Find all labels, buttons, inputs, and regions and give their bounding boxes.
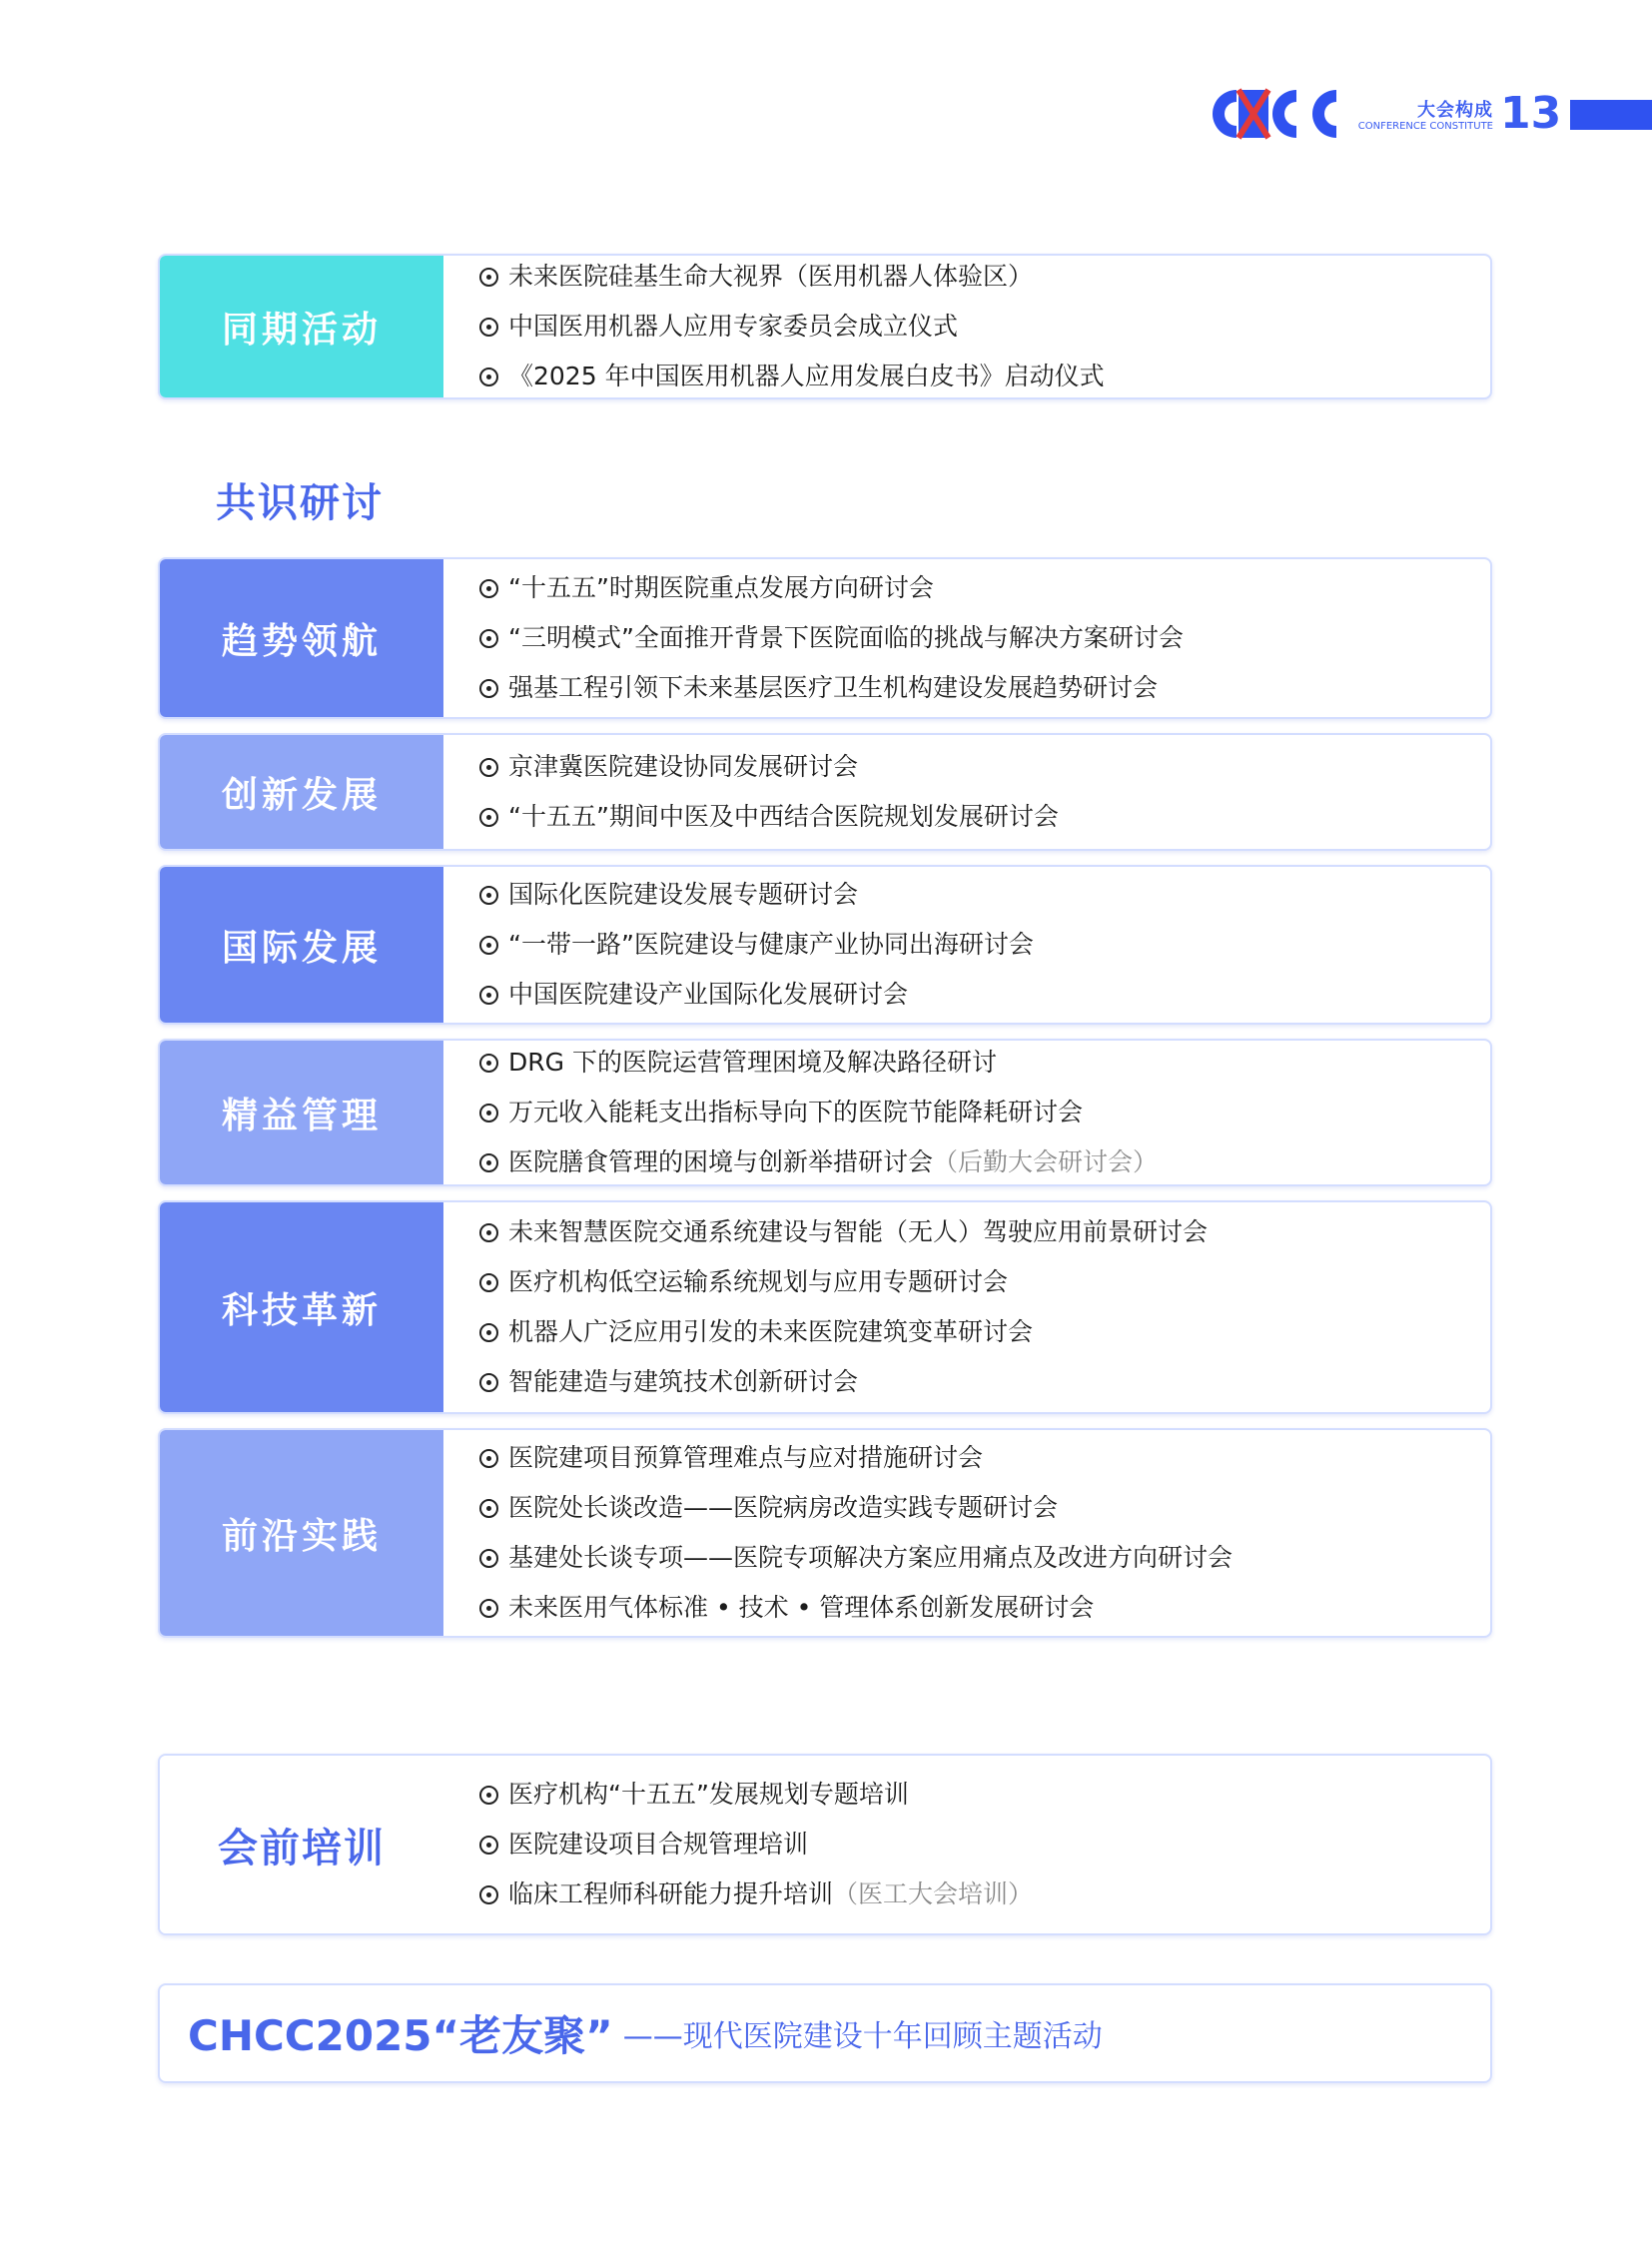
list-item: “三明模式”全面推开背景下医院面临的挑战与解决方案研讨会 bbox=[479, 613, 1490, 663]
bullet-icon bbox=[479, 1599, 498, 1618]
concurrent-activities-box bbox=[158, 254, 1492, 399]
list-item: 《2025 年中国医用机器人应用发展白皮书》启动仪式 bbox=[479, 352, 1490, 399]
bullet-icon bbox=[479, 1499, 498, 1518]
training-box bbox=[158, 1754, 1492, 1935]
page-tab-bar bbox=[1570, 100, 1652, 130]
bullet-icon bbox=[479, 318, 498, 337]
concurrent-items bbox=[443, 256, 1490, 397]
bullet-icon bbox=[479, 1223, 498, 1242]
group-tech-innovation bbox=[158, 1200, 1492, 1414]
list-item: 医院膳食管理的困境与创新举措研讨会 （后勤大会研讨会） bbox=[479, 1137, 1490, 1186]
list-item: 中国医用机器人应用专家委员会成立仪式 bbox=[479, 302, 1490, 352]
consensus-section-title: 共识研讨 bbox=[216, 480, 384, 526]
bullet-icon bbox=[479, 1104, 498, 1122]
list-item: 医疗机构“十五五”发展规划专题培训 bbox=[479, 1770, 1490, 1820]
list-item: 中国医院建设产业国际化发展研讨会 bbox=[479, 970, 1490, 1020]
bullet-icon bbox=[479, 368, 498, 386]
list-item: DRG 下的医院运营管理困境及解决路径研讨 bbox=[479, 1039, 1490, 1088]
bullet-icon bbox=[479, 886, 498, 905]
list-item: 京津冀医院建设协同发展研讨会 bbox=[479, 742, 1490, 792]
list-item: 医院处长谈改造——医院病房改造实践专题研讨会 bbox=[479, 1483, 1490, 1533]
item-note: （医工大会培训） bbox=[833, 1879, 1034, 1908]
group-label: 创新发展 bbox=[160, 735, 443, 849]
bullet-icon bbox=[479, 986, 498, 1005]
training-label: 会前培训 bbox=[160, 1756, 443, 1933]
bullet-icon bbox=[479, 936, 498, 955]
bullet-icon bbox=[479, 679, 498, 698]
bullet-icon bbox=[479, 1153, 498, 1172]
group-label: 科技革新 bbox=[160, 1202, 443, 1412]
list-item: 未来医院硅基生命大视界（医用机器人体验区） bbox=[479, 254, 1490, 302]
list-item: 临床工程师科研能力提升培训 （医工大会培训） bbox=[479, 1869, 1490, 1919]
bullet-icon bbox=[479, 1549, 498, 1568]
bullet-icon bbox=[479, 808, 498, 827]
bullet-icon bbox=[479, 1836, 498, 1855]
list-item: “十五五”期间中医及中西结合医院规划发展研讨会 bbox=[479, 792, 1490, 842]
bullet-icon bbox=[479, 1885, 498, 1904]
bullet-icon bbox=[479, 629, 498, 648]
list-item: 强基工程引领下未来基层医疗卫生机构建设发展趋势研讨会 bbox=[479, 663, 1490, 713]
group-trend-leading bbox=[158, 557, 1492, 719]
list-item: 万元收入能耗支出指标导向下的医院节能降耗研讨会 bbox=[479, 1088, 1490, 1137]
group-frontier-practice bbox=[158, 1428, 1492, 1638]
banner-title: CHCC2025“老友聚” bbox=[188, 2011, 613, 2060]
group-international bbox=[158, 865, 1492, 1025]
group-label: 精益管理 bbox=[160, 1041, 443, 1184]
bullet-icon bbox=[479, 1449, 498, 1468]
list-item: “一带一路”医院建设与健康产业协同出海研讨会 bbox=[479, 920, 1490, 970]
list-item: “十五五”时期医院重点发展方向研讨会 bbox=[479, 563, 1490, 613]
banner-subtitle: ——现代医院建设十年回顾主题活动 bbox=[622, 2019, 1103, 2054]
bullet-icon bbox=[479, 1786, 498, 1805]
list-item: 未来医用气体标准 • 技术 • 管理体系创新发展研讨会 bbox=[479, 1583, 1490, 1633]
concurrent-label: 同期活动 bbox=[160, 256, 443, 397]
page-number: 13 bbox=[1500, 88, 1562, 139]
bullet-icon bbox=[479, 268, 498, 287]
list-item: 机器人广泛应用引发的未来医院建筑变革研讨会 bbox=[479, 1307, 1490, 1357]
bullet-icon bbox=[479, 1054, 498, 1073]
bullet-icon bbox=[479, 1273, 498, 1292]
bullet-icon bbox=[479, 758, 498, 777]
list-item: 基建处长谈专项——医院专项解决方案应用痛点及改进方向研讨会 bbox=[479, 1533, 1490, 1583]
list-item: 医疗机构低空运输系统规划与应用专题研讨会 bbox=[479, 1257, 1490, 1307]
list-item: 未来智慧医院交通系统建设与智能（无人）驾驶应用前景研讨会 bbox=[479, 1207, 1490, 1257]
reunion-banner bbox=[158, 1983, 1492, 2083]
list-item: 医院建项目预算管理难点与应对措施研讨会 bbox=[479, 1433, 1490, 1483]
group-innovation bbox=[158, 733, 1492, 851]
section-title-en: CONFERENCE CONSTITUTE bbox=[1357, 121, 1493, 132]
bullet-icon bbox=[479, 1373, 498, 1392]
bullet-icon bbox=[479, 1323, 498, 1342]
list-item: 智能建造与建筑技术创新研讨会 bbox=[479, 1357, 1490, 1407]
group-lean-management bbox=[158, 1039, 1492, 1186]
group-label: 前沿实践 bbox=[160, 1430, 443, 1636]
item-note: （后勤大会研讨会） bbox=[933, 1147, 1159, 1176]
chcc-logo bbox=[1211, 88, 1340, 140]
list-item: 医院建设项目合规管理培训 bbox=[479, 1820, 1490, 1869]
bullet-icon bbox=[479, 579, 498, 598]
list-item: 国际化医院建设发展专题研讨会 bbox=[479, 870, 1490, 920]
group-label: 国际发展 bbox=[160, 867, 443, 1023]
section-title-cn: 大会构成 bbox=[1417, 100, 1493, 121]
group-label: 趋势领航 bbox=[160, 559, 443, 717]
